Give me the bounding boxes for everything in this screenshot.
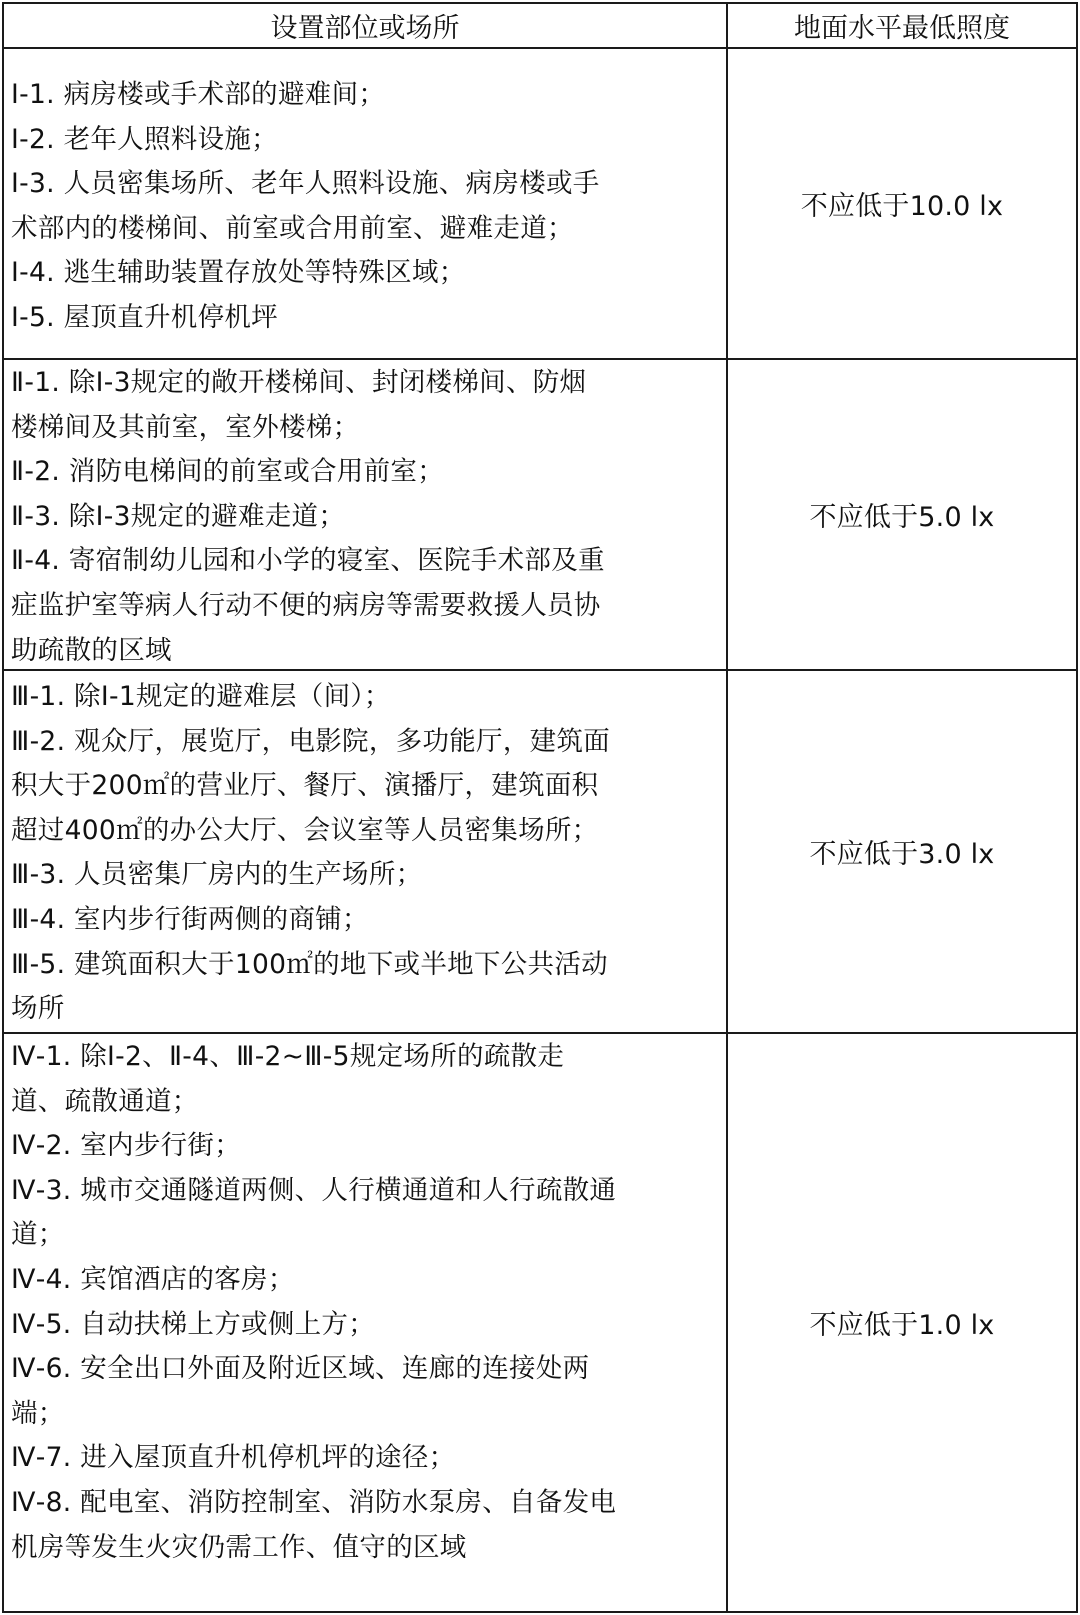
list-item: Ⅰ-1. 病房楼或手术部的避难间； xyxy=(11,79,386,110)
list-item: 助疏散的区域 xyxy=(11,634,172,666)
location-list xyxy=(11,73,722,341)
header-min-illuminance: 地面水平最低照度 xyxy=(794,13,1010,44)
list-item: Ⅳ-4. 宾馆酒店的客房； xyxy=(11,1263,295,1295)
illuminance-value: 不应低于3.0 lx xyxy=(809,839,995,870)
illuminance-value: 不应低于1.0 lx xyxy=(809,1310,995,1341)
list-item: 术部内的楼梯间、前室或合用前室、避难走道； xyxy=(11,212,574,244)
list-item: Ⅳ-1. 除Ⅰ-2、Ⅱ-4、Ⅲ-2~Ⅲ-5规定场所的疏散走 xyxy=(11,1041,565,1072)
list-item: Ⅳ-8. 配电室、消防控制室、消防水泵房、自备发电 xyxy=(11,1486,617,1518)
list-item: Ⅱ-3. 除Ⅰ-3规定的避难走道； xyxy=(11,500,346,532)
illuminance-cell xyxy=(728,49,1076,358)
list-item: 道、疏散通道； xyxy=(11,1085,199,1117)
location-cell xyxy=(4,360,728,669)
location-cell xyxy=(4,671,728,1032)
illuminance-cell xyxy=(728,1034,1076,1611)
list-item: 症监护室等病人行动不便的病房等需要救援人员协 xyxy=(11,589,601,621)
list-item: 超过400㎡的办公大厅、会议室等人员密集场所； xyxy=(11,814,599,846)
list-item: Ⅳ-2. 室内步行街； xyxy=(11,1130,242,1162)
header-location: 设置部位或场所 xyxy=(4,4,728,47)
location-list xyxy=(11,1035,722,1570)
list-item: Ⅰ-4. 逃生辅助装置存放处等特殊区域； xyxy=(11,257,466,289)
location-cell xyxy=(4,49,728,358)
list-item: Ⅰ-3. 人员密集场所、老年人照料设施、病房楼或手 xyxy=(11,168,600,200)
location-cell xyxy=(4,1034,728,1611)
list-item: Ⅳ-5. 自动扶梯上方或侧上方； xyxy=(11,1308,376,1340)
list-item: Ⅳ-7. 进入屋顶直升机停机坪的途径； xyxy=(11,1442,456,1474)
location-list xyxy=(11,675,722,1032)
list-item: 道； xyxy=(11,1219,65,1251)
list-item: 场所 xyxy=(11,993,65,1025)
list-item: Ⅳ-3. 城市交通隧道两侧、人行横通道和人行疏散通 xyxy=(11,1174,617,1206)
table-row-class-4 xyxy=(4,1034,1076,1611)
list-item: 机房等发生火灾仍需工作、值守的区域 xyxy=(11,1531,467,1563)
list-item: Ⅲ-3. 人员密集厂房内的生产场所； xyxy=(11,859,423,891)
list-item: Ⅱ-2. 消防电梯间的前室或合用前室； xyxy=(11,456,445,488)
illuminance-value: 不应低于5.0 lx xyxy=(809,502,995,533)
table-row-class-1 xyxy=(4,49,1076,360)
list-item: Ⅱ-1. 除Ⅰ-3规定的敞开楼梯间、封闭楼梯间、防烟 xyxy=(11,367,587,398)
location-list xyxy=(11,361,722,669)
list-item: Ⅰ-5. 屋顶直升机停机坪 xyxy=(11,301,278,333)
list-item: Ⅲ-5. 建筑面积大于100㎡的地下或半地下公共活动 xyxy=(11,948,608,980)
list-item: 积大于200㎡的营业厅、餐厅、演播厅，建筑面积 xyxy=(11,770,599,802)
table-row-class-3 xyxy=(4,671,1076,1034)
list-item: Ⅱ-4. 寄宿制幼儿园和小学的寝室、医院手术部及重 xyxy=(11,545,605,577)
list-item: Ⅲ-2. 观众厅，展览厅，电影院，多功能厅，建筑面 xyxy=(11,725,611,757)
list-item: Ⅲ-1. 除Ⅰ-1规定的避难层（间）； xyxy=(11,681,391,712)
illuminance-table xyxy=(2,2,1078,1613)
table-row-class-2 xyxy=(4,360,1076,671)
illuminance-cell xyxy=(728,671,1076,1032)
list-item: Ⅰ-2. 老年人照料设施； xyxy=(11,123,278,155)
list-item: Ⅲ-4. 室内步行街两侧的商铺； xyxy=(11,903,369,935)
list-item: Ⅳ-6. 安全出口外面及附近区域、连廊的连接处两 xyxy=(11,1353,590,1385)
illuminance-value: 不应低于10.0 lx xyxy=(800,191,1004,222)
table-header-row xyxy=(4,4,1076,49)
illuminance-cell xyxy=(728,360,1076,669)
list-item: 端； xyxy=(11,1397,65,1429)
list-item: 楼梯间及其前室，室外楼梯； xyxy=(11,411,360,443)
